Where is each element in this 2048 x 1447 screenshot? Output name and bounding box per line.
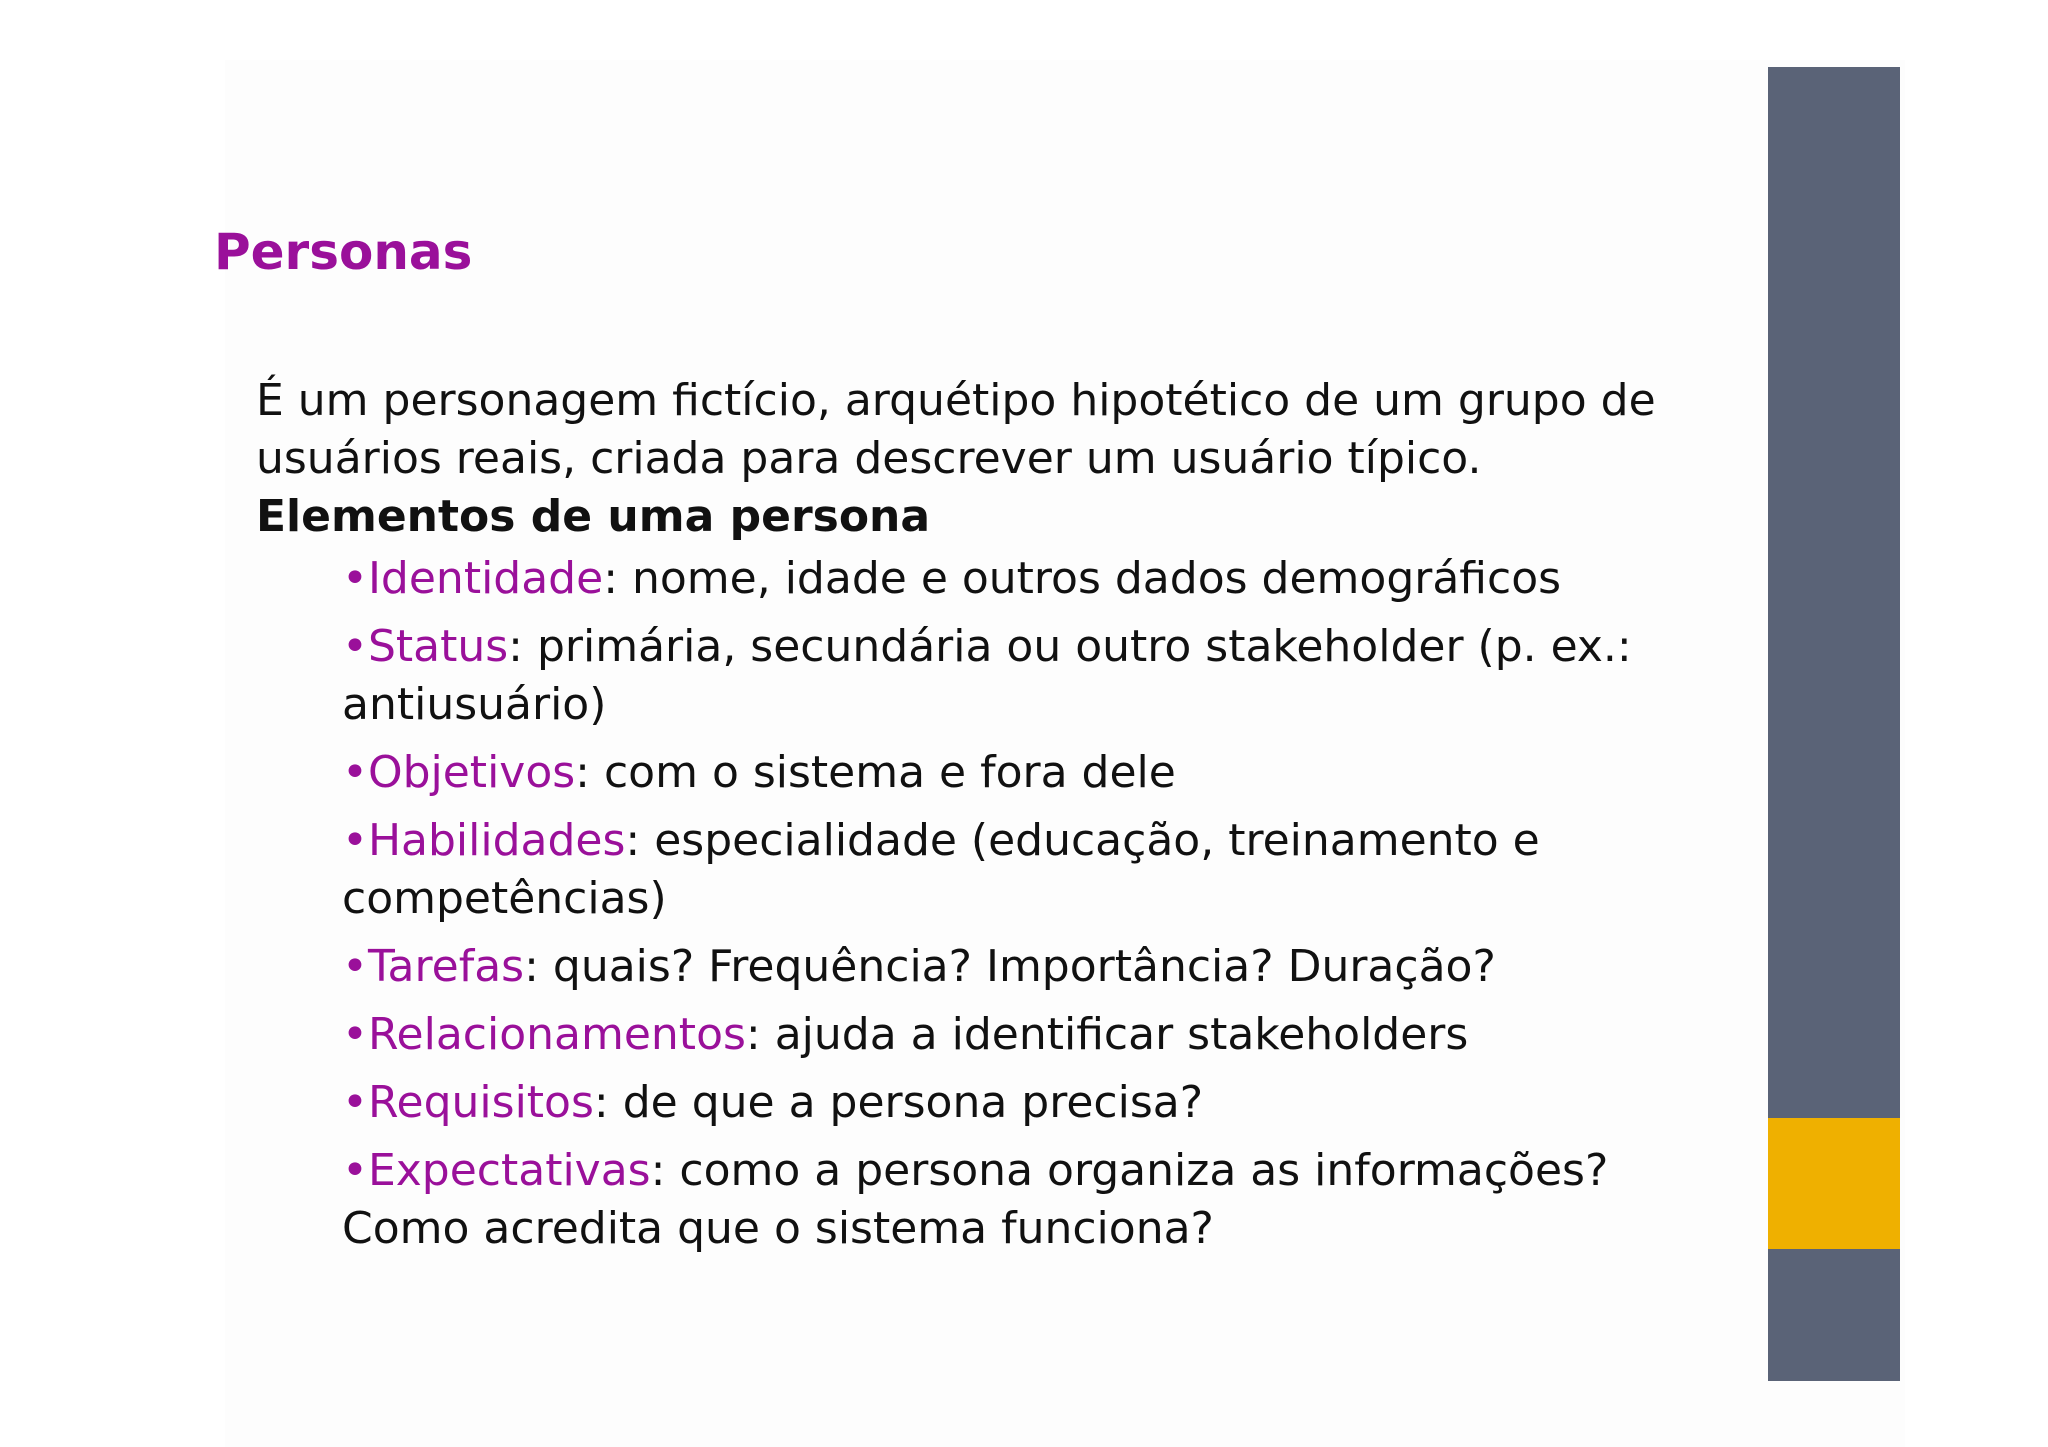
intro-paragraph: É um personagem fictício, arquétipo hipotético de um grupo de usuários reais, criada para descrever um usuário típico. bbox=[256, 375, 1656, 484]
slide-body bbox=[256, 372, 1706, 1268]
item-description: : ajuda a identificar stakeholders bbox=[745, 1009, 1469, 1060]
bullet-icon: • bbox=[342, 1009, 368, 1060]
item-term: Tarefas bbox=[367, 941, 525, 992]
item-term: Relacionamentos bbox=[367, 1009, 746, 1060]
slide-title: Personas bbox=[214, 223, 473, 281]
item-term: Requisitos bbox=[367, 1077, 594, 1128]
list-item bbox=[342, 1006, 1706, 1064]
persona-elements-list bbox=[256, 550, 1706, 1258]
item-term: Habilidades bbox=[367, 815, 626, 866]
list-item bbox=[342, 1074, 1706, 1132]
list-item bbox=[342, 1142, 1706, 1258]
item-term: Objetivos bbox=[367, 747, 576, 798]
item-term: Identidade bbox=[367, 553, 604, 604]
bullet-icon: • bbox=[342, 941, 368, 992]
bullet-icon: • bbox=[342, 621, 368, 672]
item-description: : como a persona organiza as informações? Como acredita que o sistema funciona? bbox=[342, 1145, 1609, 1254]
item-description: : primária, secundária ou outro stakeholder (p. ex.: antiusuário) bbox=[342, 621, 1632, 730]
list-item bbox=[342, 550, 1706, 608]
bullet-icon: • bbox=[342, 815, 368, 866]
bullet-icon: • bbox=[342, 553, 368, 604]
item-description: : de que a persona precisa? bbox=[593, 1077, 1204, 1128]
item-description: : nome, idade e outros dados demográficos bbox=[603, 553, 1562, 604]
elements-subheading: Elementos de uma persona bbox=[256, 491, 931, 542]
list-item bbox=[342, 618, 1706, 734]
bullet-icon: • bbox=[342, 1077, 368, 1128]
item-term: Status bbox=[367, 621, 509, 672]
decorative-accent-block bbox=[1768, 1118, 1900, 1249]
list-item bbox=[342, 938, 1706, 996]
item-description: : quais? Frequência? Importância? Duração? bbox=[524, 941, 1496, 992]
bullet-icon: • bbox=[342, 747, 368, 798]
item-term: Expectativas bbox=[367, 1145, 651, 1196]
list-item bbox=[342, 812, 1706, 928]
bullet-icon: • bbox=[342, 1145, 368, 1196]
list-item bbox=[342, 744, 1706, 802]
item-description: : especialidade (educação, treinamento e competências) bbox=[342, 815, 1540, 924]
item-description: : com o sistema e fora dele bbox=[575, 747, 1176, 798]
